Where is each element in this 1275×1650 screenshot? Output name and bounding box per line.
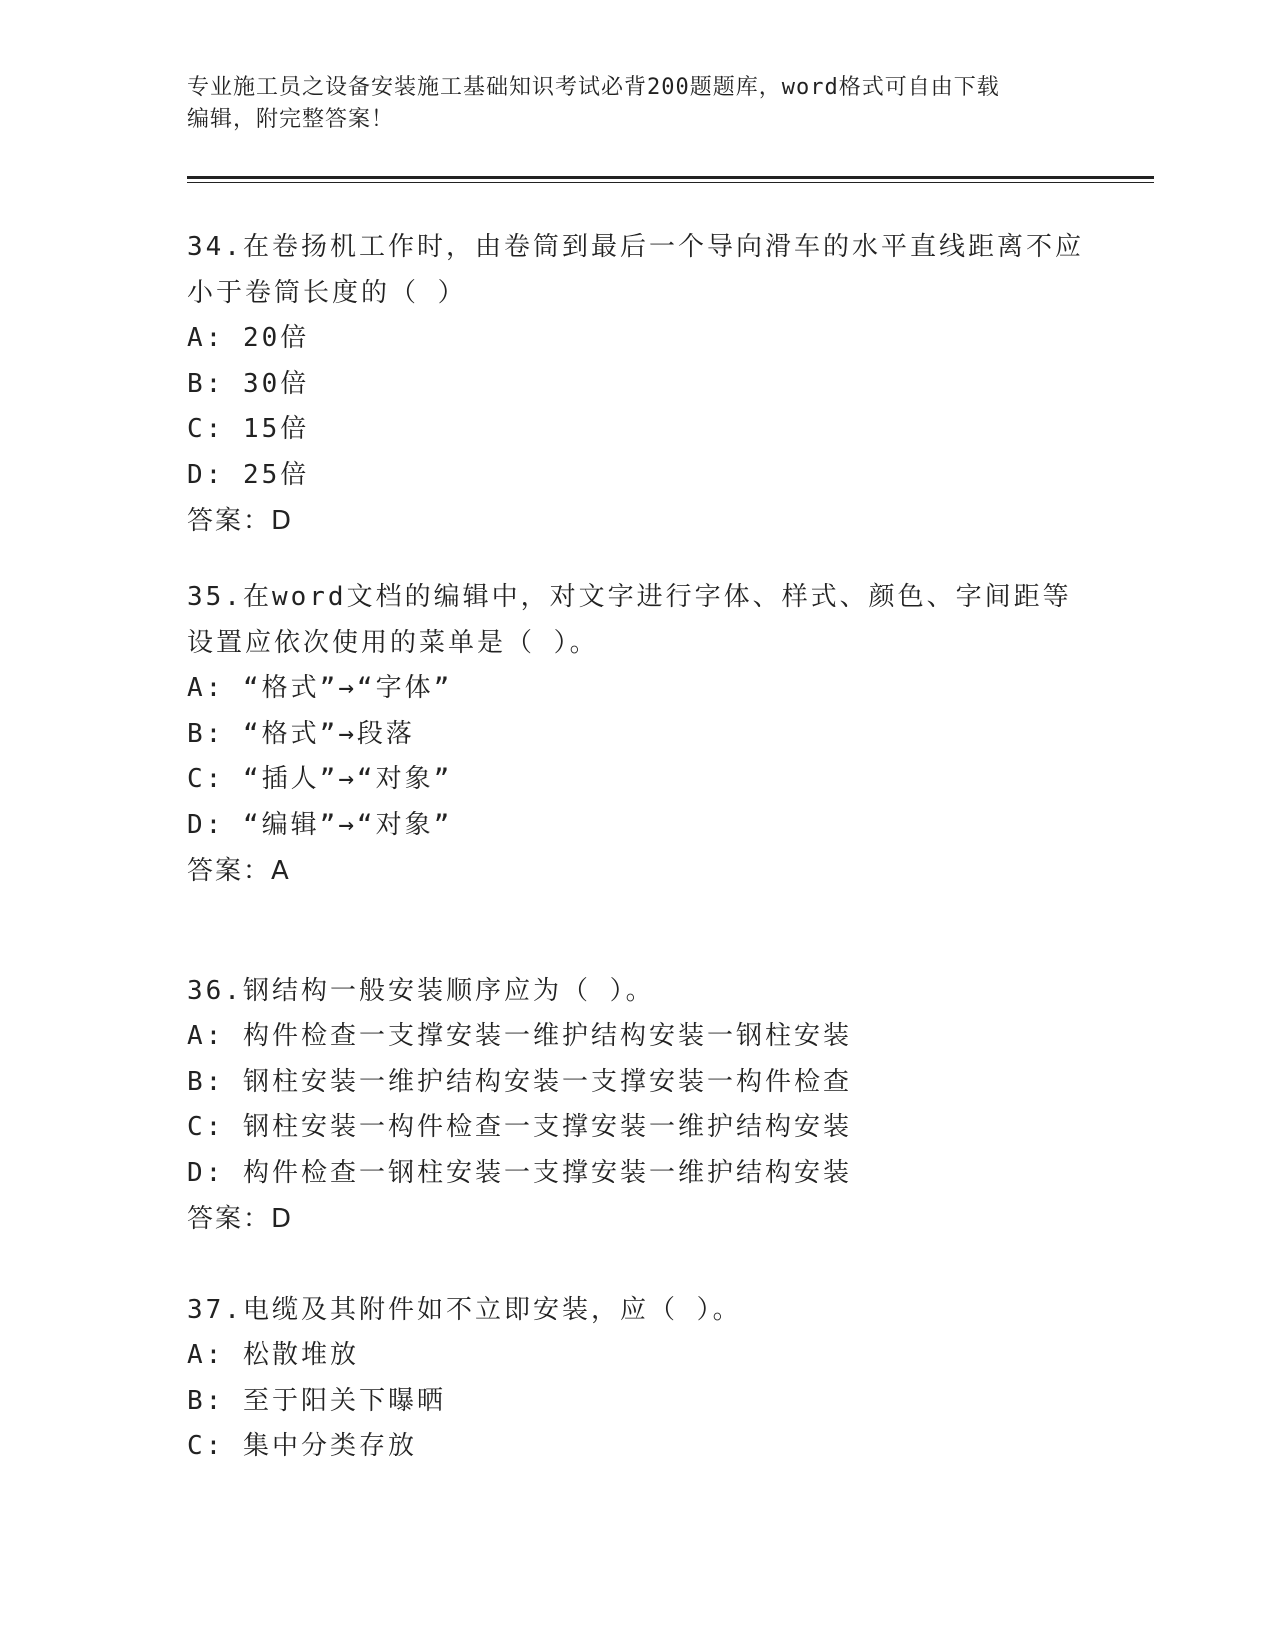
question-stem: 35.在word文档的编辑中，对文字进行字体、样式、颜色、字间距等 [187, 582, 1072, 612]
answer: 答案：D [187, 506, 294, 536]
option-c: C: 集中分类存放 [187, 1431, 417, 1461]
document-header [187, 72, 1087, 136]
option-a: A: “格式”→“字体” [187, 673, 453, 703]
question-37 [187, 1287, 742, 1470]
option-c: C: 钢柱安装一构件检查一支撑安装一维护结构安装 [187, 1112, 852, 1142]
question-stem: 37.电缆及其附件如不立即安装，应（ ）。 [187, 1295, 742, 1325]
option-a: A: 构件检查一支撑安装一维护结构安装一钢柱安装 [187, 1021, 852, 1051]
answer: 答案：A [187, 856, 291, 886]
question-stem: 小于卷筒长度的（ ） [187, 278, 467, 308]
question-34 [187, 224, 1084, 544]
option-c: C: “插人”→“对象” [187, 764, 453, 794]
option-b: B: 30倍 [187, 368, 310, 399]
header-divider-thick [187, 176, 1154, 179]
option-d: D: 构件检查一钢柱安装一支撑安装一维护结构安装 [187, 1157, 852, 1188]
answer: 答案：D [187, 1204, 294, 1234]
option-c: C: 15倍 [187, 414, 310, 444]
option-d: D: 25倍 [187, 459, 310, 490]
question-stem: 设置应依次使用的菜单是（ ）。 [187, 628, 599, 658]
question-stem: 36.钢结构一般安装顺序应为（ ）。 [187, 976, 655, 1006]
question-35 [187, 574, 1072, 894]
option-b: B: 钢柱安装一维护结构安装一支撑安装一构件检查 [187, 1066, 852, 1097]
option-a: A: 20倍 [187, 323, 310, 353]
header-title-line-1: 专业施工员之设备安装施工基础知识考试必背200题题库，word格式可自由下载 [187, 75, 1000, 100]
header-title-line-2: 编辑，附完整答案！ [187, 107, 395, 132]
option-a: A: 松散堆放 [187, 1340, 359, 1370]
option-b: B: 至于阳关下曝晒 [187, 1385, 446, 1416]
question-36 [187, 968, 852, 1242]
question-stem: 34.在卷扬机工作时，由卷筒到最后一个导向滑车的水平直线距离不应 [187, 232, 1084, 262]
option-d: D: “编辑”→“对象” [187, 809, 453, 840]
header-divider-thin [187, 182, 1154, 183]
option-b: B: “格式”→段落 [187, 718, 415, 749]
